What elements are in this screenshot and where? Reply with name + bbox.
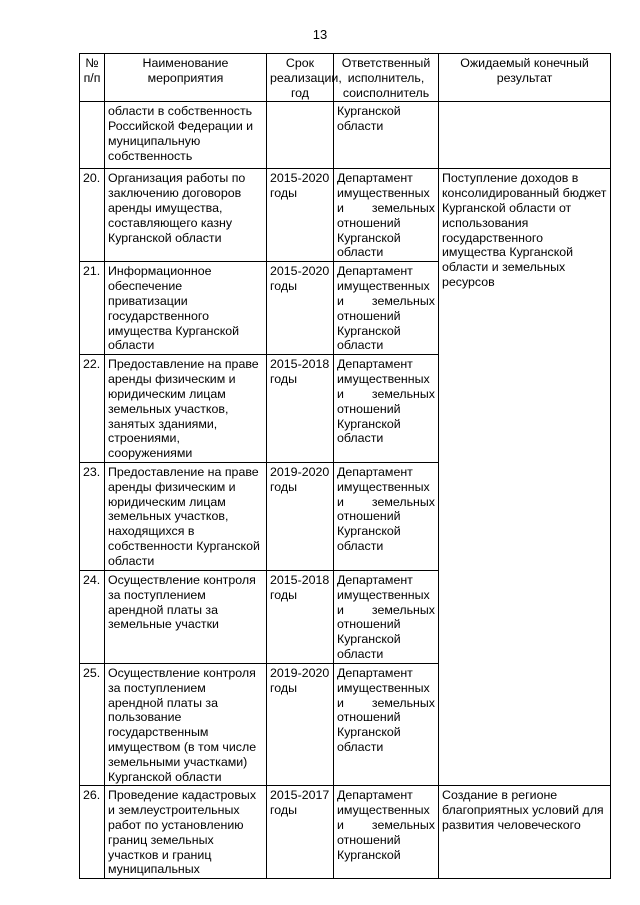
row-name: Информационное обеспечение приватизации государственного имущества Курганской области xyxy=(105,262,267,355)
row-name: Предоставление на праве аренды физическим и юридическим лицам земельных участков, занятых зданиями, строениями, сооружениями xyxy=(105,355,267,463)
row-responsible: Департамент имущественных и земельных отношений Курганской области xyxy=(334,169,439,262)
header-responsible: Ответственный исполнитель, соисполнитель xyxy=(334,54,439,102)
row-num: 25. xyxy=(80,663,105,785)
row-responsible: Департамент имущественных и земельных отношений Курганской области xyxy=(334,570,439,663)
table-row xyxy=(80,102,611,169)
header-term: Срок реализации, год xyxy=(267,54,334,102)
row-name: Осуществление контроля за поступлением арендной платы за земельные участки xyxy=(105,570,267,663)
row-responsible: Департамент имущественных и земельных отношений Курганской xyxy=(334,786,439,879)
header-num: № п/п xyxy=(80,54,105,102)
row-name: Осуществление контроля за поступлением арендной платы за пользование государственным имуществом (в том числе земельными участками) Курганской области xyxy=(105,663,267,785)
row-name: области в собственность Российской Федерации и муниципальную собственность xyxy=(105,102,267,169)
action-plan-table xyxy=(79,53,611,879)
row-num: 23. xyxy=(80,462,105,570)
row-responsible: Курганской области xyxy=(334,102,439,169)
row-num: 20. xyxy=(80,169,105,262)
merged-result-cell: Поступление доходов в консолидированный бюджет Курганской области от использования государственного имущества Курганской области и земельных ресурсов xyxy=(439,169,611,786)
row-num: 21. xyxy=(80,262,105,355)
row-name: Организация работы по заключению договоров аренды имущества, составляющего казну Курганской области xyxy=(105,169,267,262)
row-result xyxy=(439,102,611,169)
row-term: 2019-2020 годы xyxy=(267,462,334,570)
table-header-row xyxy=(80,54,611,102)
row-num: 26. xyxy=(80,786,105,879)
row-name: Предоставление на праве аренды физическим и юридическим лицам земельных участков, находящихся в собственности Курганской области xyxy=(105,462,267,570)
page-number: 13 xyxy=(312,27,328,42)
row-num: 22. xyxy=(80,355,105,463)
header-name: Наименование мероприятия xyxy=(105,54,267,102)
row-term: 2019-2020 годы xyxy=(267,663,334,785)
row-name: Проведение кадастровых и землеустроительных работ по установлению границ земельных участков и границ муниципальных xyxy=(105,786,267,879)
row-num: 24. xyxy=(80,570,105,663)
row-term xyxy=(267,102,334,169)
row-term: 2015-2018 годы xyxy=(267,355,334,463)
row-responsible: Департамент имущественных и земельных отношений Курганской области xyxy=(334,663,439,785)
row-responsible: Департамент имущественных и земельных отношений Курганской области xyxy=(334,462,439,570)
table-row xyxy=(80,169,611,262)
row-term: 2015-2020 годы xyxy=(267,169,334,262)
row-term: 2015-2017 годы xyxy=(267,786,334,879)
row-term: 2015-2018 годы xyxy=(267,570,334,663)
row-result: Создание в регионе благоприятных условий для развития человеческого xyxy=(439,786,611,879)
row-term: 2015-2020 годы xyxy=(267,262,334,355)
row-responsible: Департамент имущественных и земельных отношений Курганской области xyxy=(334,262,439,355)
table-row xyxy=(80,786,611,879)
header-result: Ожидаемый конечный результат xyxy=(439,54,611,102)
row-num xyxy=(80,102,105,169)
row-responsible: Департамент имущественных и земельных отношений Курганской области xyxy=(334,355,439,463)
